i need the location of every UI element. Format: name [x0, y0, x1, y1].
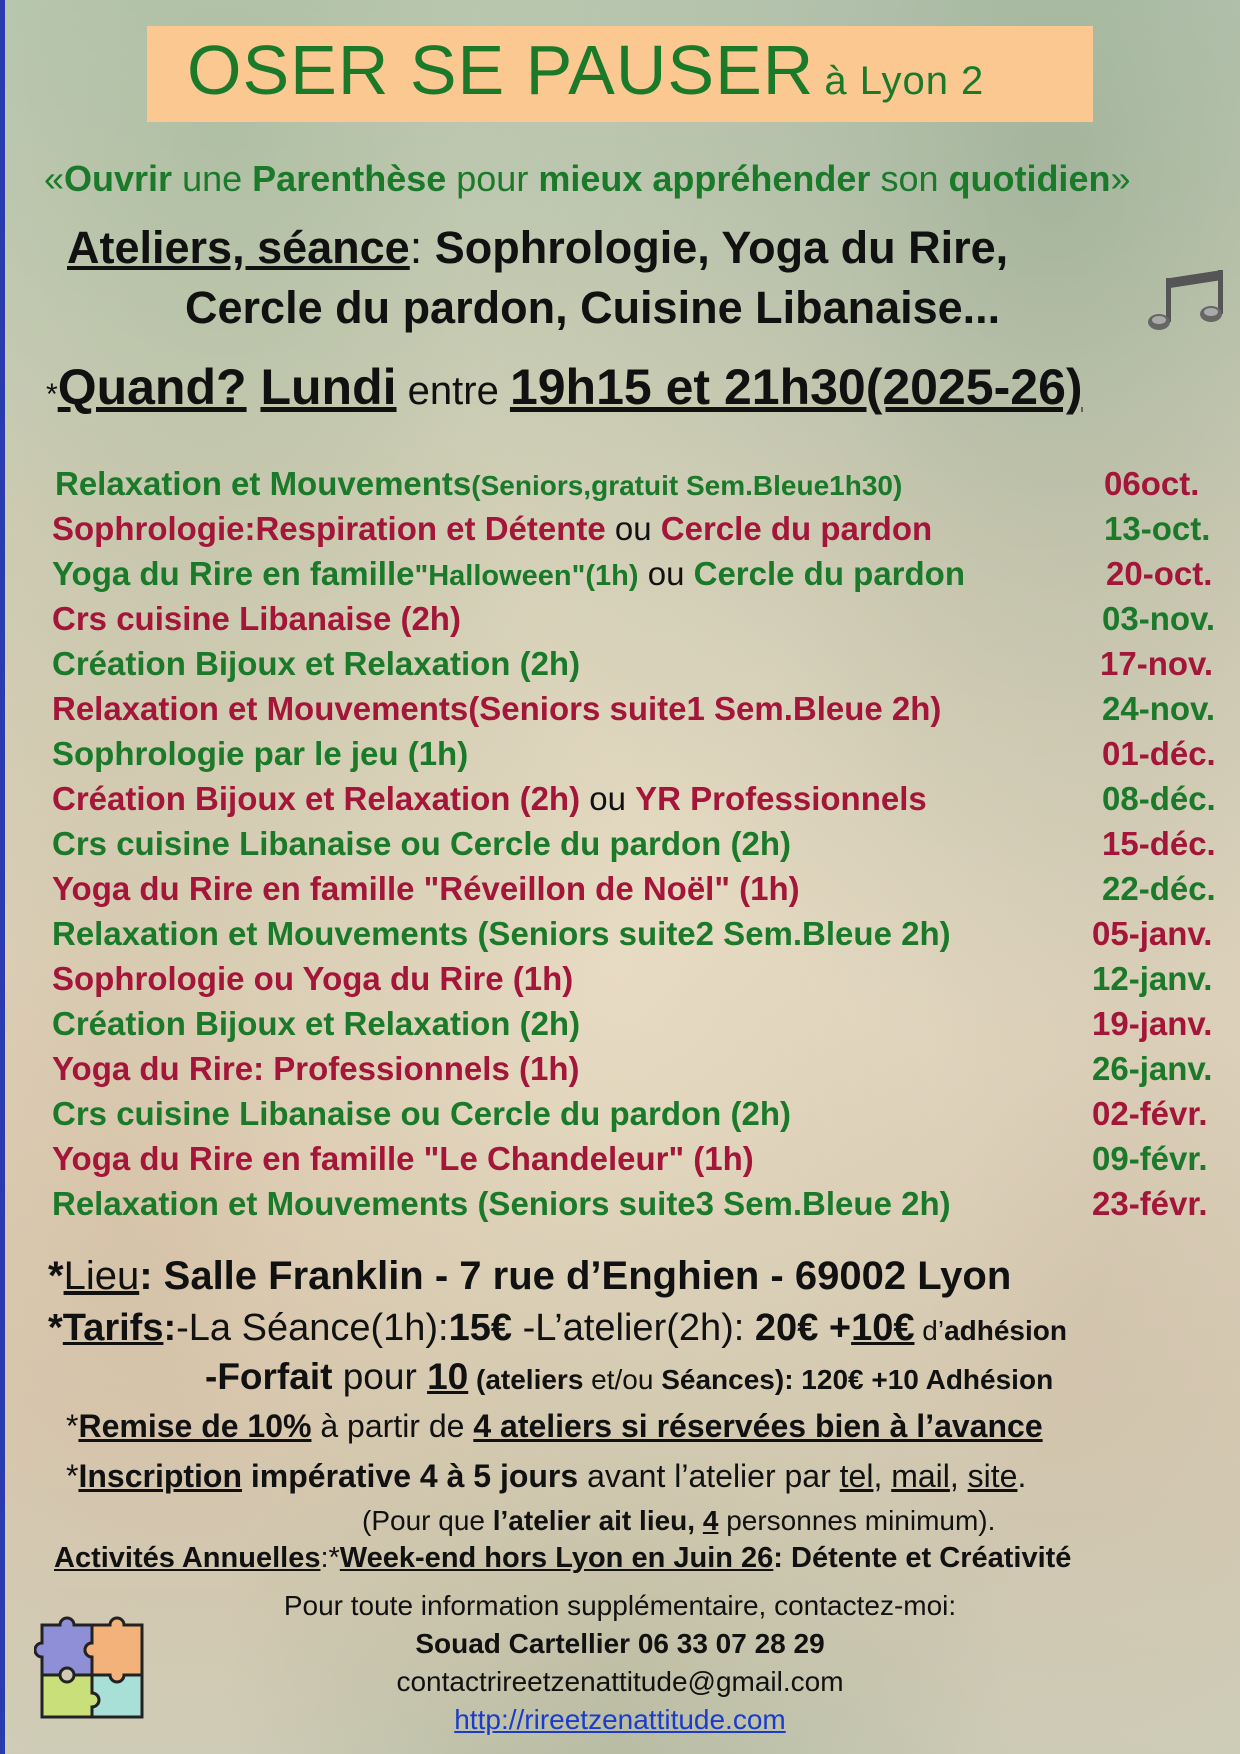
seance-label: -La Séance(1h):	[176, 1307, 449, 1349]
when-star: *	[46, 378, 58, 411]
activity: Sophrologie:Respiration et Détente	[52, 510, 606, 547]
ateliers-list-2: Cercle du pardon, Cuisine Libanaise...	[185, 282, 1001, 333]
schedule-item: Création Bijoux et Relaxation (2h)	[52, 645, 581, 682]
inscription-mail: mail	[891, 1458, 950, 1494]
condition-tail: personnes minimum).	[718, 1505, 996, 1536]
annuelles-colon: :*	[320, 1542, 340, 1574]
adhesion-prefix: d’	[914, 1315, 945, 1346]
activity: Yoga du Rire en famille	[52, 555, 415, 592]
schedule-date: 06oct.	[1104, 465, 1200, 502]
activity-detail: (Seniors,gratuit Sem.Bleue1h30)	[471, 470, 903, 501]
schedule-date: 20-oct.	[1106, 555, 1213, 592]
inscription-star: *	[66, 1458, 79, 1494]
activity-or: ou	[580, 780, 636, 817]
puzzle-icon	[34, 1605, 154, 1721]
inscription-line	[66, 1458, 1026, 1495]
tagline-word: Ouvrir	[64, 158, 173, 199]
contact-name: Souad Cartellier 06 33 07 28 29	[415, 1628, 825, 1659]
schedule-item	[52, 510, 932, 548]
ateliers-label: Ateliers, séance	[67, 222, 410, 273]
when-hours: 19h15 et 21h30(2025-26)	[509, 359, 1083, 415]
schedule-date: 03-nov.	[1102, 600, 1216, 637]
schedule-item	[52, 780, 927, 818]
condition-open: (Pour que	[362, 1505, 493, 1536]
lieu-line	[48, 1254, 1011, 1299]
schedule-item: Yoga du Rire en famille "Réveillon de Noël" (1h)	[52, 870, 800, 907]
activity-alt: Cercle du pardon	[660, 510, 933, 547]
plus-sign: +	[818, 1307, 852, 1349]
condition-count: 4	[702, 1505, 719, 1536]
schedule-date: 01-déc.	[1102, 735, 1216, 772]
title-location: à Lyon 2	[824, 59, 985, 103]
schedule-date: 05-janv.	[1092, 915, 1213, 952]
schedule-date: 09-févr.	[1092, 1140, 1208, 1177]
remise-label: Remise de 10%	[78, 1408, 312, 1444]
schedule-item: Création Bijoux et Relaxation (2h)	[52, 1005, 581, 1042]
when-label: Quand?	[57, 359, 247, 415]
tagline-word: quotidien	[948, 158, 1111, 199]
contact-email[interactable]: contactrireetzenattitude@gmail.com	[396, 1666, 844, 1697]
schedule-item	[52, 555, 965, 593]
annuelles-weekend: Week-end hors Lyon en Juin 26	[339, 1542, 774, 1574]
ateliers-list-1: Sophrologie, Yoga du Rire,	[422, 222, 1009, 273]
remise-mid: à partir de	[311, 1408, 474, 1444]
schedule-item: Yoga du Rire: Professionnels (1h)	[52, 1050, 580, 1087]
inscription-mid: avant l’atelier par	[578, 1458, 840, 1494]
tagline-word: mieux appréhender	[538, 158, 871, 199]
schedule-date: 19-janv.	[1092, 1005, 1213, 1042]
schedule-date: 26-janv.	[1092, 1050, 1213, 1087]
adhesion-word: adhésion	[944, 1315, 1067, 1346]
forfait-ateliers: (ateliers	[468, 1364, 584, 1395]
page-title	[187, 30, 984, 110]
remise-star: *	[66, 1408, 79, 1444]
title-text: OSER SE PAUSER	[187, 31, 815, 109]
activity: Création Bijoux et Relaxation (2h)	[52, 780, 581, 817]
schedule-date: 13-oct.	[1104, 510, 1211, 547]
forfait-line	[205, 1356, 1053, 1398]
ateliers-colon: :	[409, 222, 423, 273]
activity-detail: "Halloween"(1h)	[414, 560, 639, 592]
condition-bold: l’atelier ait lieu,	[492, 1505, 703, 1536]
schedule-date: 08-déc.	[1102, 780, 1216, 817]
activity: Relaxation et Mouvements	[55, 465, 472, 502]
schedule-date: 17-nov.	[1100, 645, 1214, 682]
activity-or: ou	[605, 510, 661, 547]
tarifs-line	[48, 1307, 1067, 1350]
tagline-word: pour	[446, 158, 539, 199]
schedule-date: 12-janv.	[1092, 960, 1213, 997]
separator: ,	[949, 1458, 968, 1494]
contact-website-link[interactable]: http://rireetzenattitude.com	[454, 1704, 786, 1735]
schedule-item: Crs cuisine Libanaise ou Cercle du pardon (2h)	[52, 1095, 791, 1132]
schedule-item: Crs cuisine Libanaise (2h)	[52, 600, 461, 637]
forfait-label: Forfait	[217, 1356, 333, 1397]
inscription-delay: impérative 4 à 5 jours	[242, 1458, 579, 1494]
ateliers-line-2	[185, 282, 1000, 334]
inscription-label: Inscription	[78, 1458, 243, 1494]
lieu-address: : Salle Franklin - 7 rue d’Enghien - 69002 Lyon	[139, 1254, 1012, 1298]
tarifs-colon: :	[163, 1307, 177, 1349]
tarifs-star: *	[48, 1307, 63, 1349]
remise-line	[66, 1408, 1043, 1445]
contact-intro: Pour toute information supplémentaire, contactez-moi:	[283, 1590, 957, 1621]
quote-close: »	[1110, 158, 1131, 199]
schedule-item: Sophrologie par le jeu (1h)	[52, 735, 469, 772]
ateliers-line-1	[67, 222, 1008, 274]
schedule-date: 24-nov.	[1102, 690, 1216, 727]
atelier-label: -L’atelier(2h):	[512, 1307, 755, 1349]
atelier-price: 20€	[754, 1307, 819, 1349]
annuelles-theme: : Détente et Créativité	[773, 1542, 1072, 1574]
inscription-site: site	[967, 1458, 1018, 1494]
when-day: Lundi	[260, 359, 397, 415]
forfait-etou: et/ou	[583, 1364, 662, 1395]
lieu-label: Lieu	[63, 1254, 140, 1298]
schedule-item: Relaxation et Mouvements(Seniors suite1 Sem.Bleue 2h)	[52, 690, 942, 727]
schedule-item: Sophrologie ou Yoga du Rire (1h)	[52, 960, 574, 997]
when-between: entre	[396, 369, 510, 413]
schedule-date: 02-févr.	[1092, 1095, 1208, 1132]
period: .	[1017, 1458, 1027, 1494]
forfait-count: 10	[427, 1356, 469, 1397]
schedule-item: Relaxation et Mouvements (Seniors suite2 Sem.Bleue 2h)	[52, 915, 951, 952]
schedule-item: Crs cuisine Libanaise ou Cercle du pardon (2h)	[52, 825, 791, 862]
forfait-price: Séances): 120€ +10 Adhésion	[661, 1364, 1054, 1395]
schedule-date: 22-déc.	[1102, 870, 1216, 907]
forfait-pour: pour	[332, 1356, 428, 1397]
lieu-star: *	[48, 1254, 64, 1298]
adhesion-price: 10€	[851, 1307, 915, 1349]
tagline-word: une	[172, 158, 253, 199]
schedule-item: Yoga du Rire en famille "Le Chandeleur" (1h)	[52, 1140, 754, 1177]
schedule-item	[55, 465, 902, 503]
condition-line	[362, 1505, 995, 1537]
tagline-word: son	[870, 158, 949, 199]
annuelles-label: Activités Annuelles	[54, 1542, 321, 1574]
activity-or: ou	[638, 555, 694, 592]
when-line	[46, 358, 1083, 416]
activity-alt: Cercle du pardon	[693, 555, 965, 592]
seance-price: 15€	[448, 1307, 513, 1349]
tarifs-label: Tarifs	[62, 1307, 164, 1349]
annuelles-line	[54, 1542, 1071, 1575]
quote-open: «	[44, 158, 65, 199]
activity-alt: YR Professionnels	[635, 780, 927, 817]
schedule-item: Relaxation et Mouvements (Seniors suite3 Sem.Bleue 2h)	[52, 1185, 951, 1222]
remise-condition: 4 ateliers si réservées bien à l’avance	[473, 1408, 1043, 1444]
tagline	[44, 158, 1130, 200]
schedule-date: 15-déc.	[1102, 825, 1216, 862]
inscription-tel: tel	[839, 1458, 874, 1494]
music-notes-icon	[1142, 268, 1226, 336]
left-edge-bar	[0, 0, 5, 1754]
tagline-word: Parenthèse	[252, 158, 447, 199]
forfait-dash: -	[205, 1356, 218, 1397]
separator: ,	[873, 1458, 892, 1494]
schedule-date: 23-févr.	[1092, 1185, 1208, 1222]
